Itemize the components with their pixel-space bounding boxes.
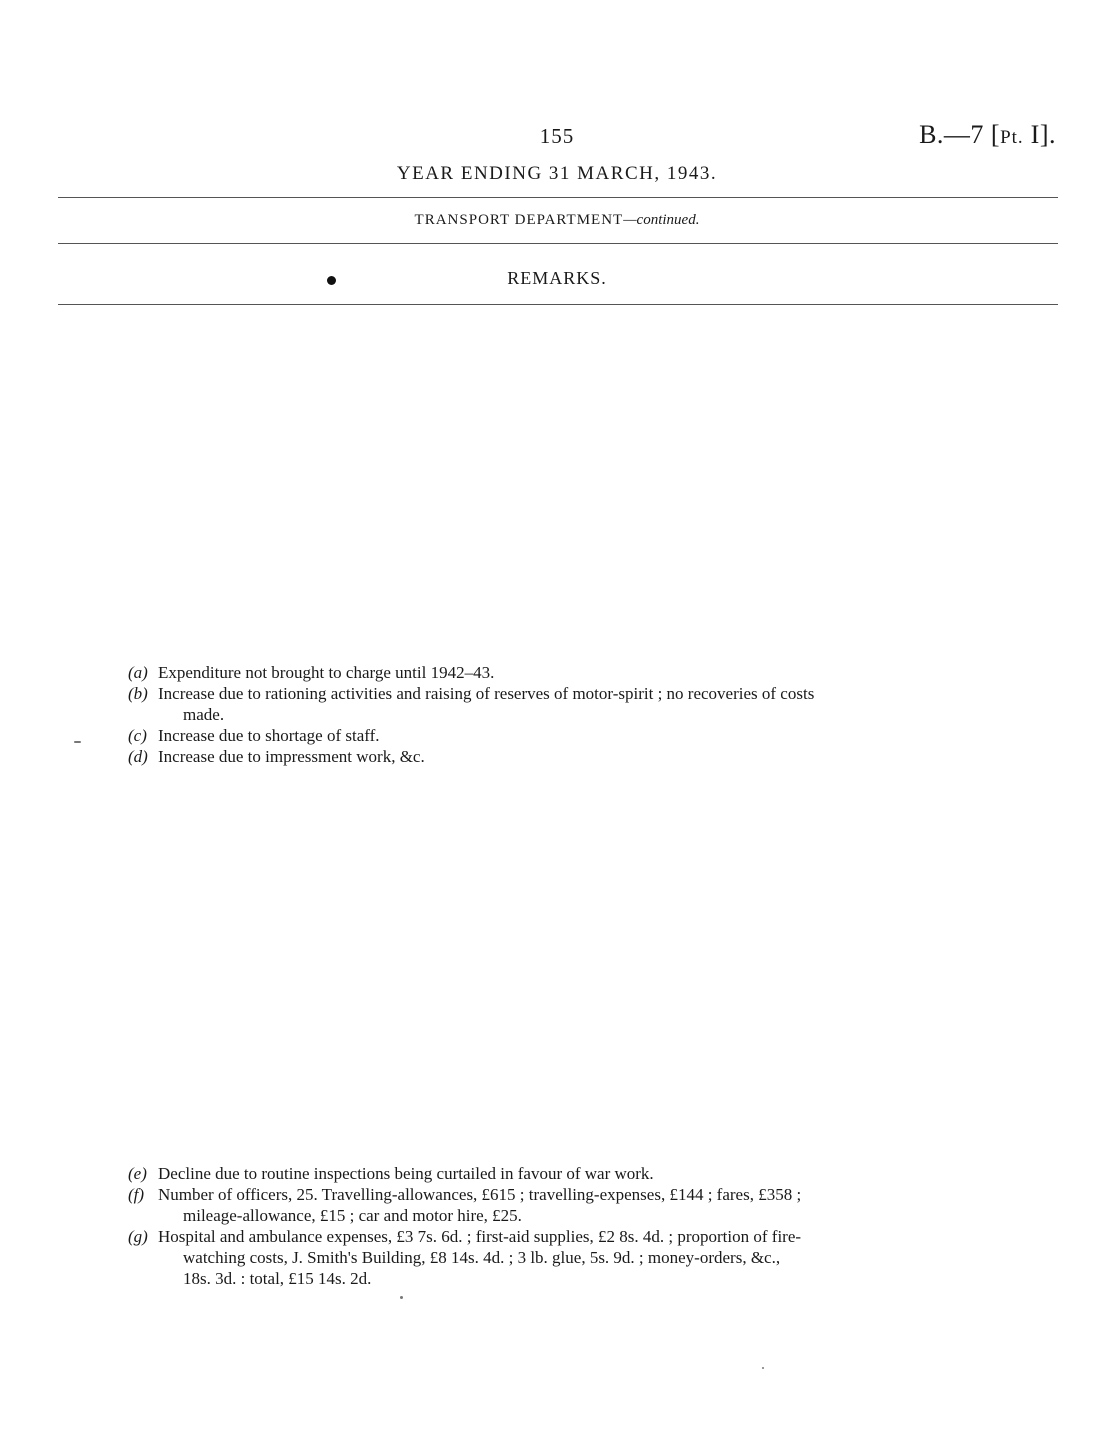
document-reference bbox=[919, 120, 1056, 150]
department-name: TRANSPORT DEPARTMENT bbox=[414, 212, 624, 228]
note-text: Hospital and ambulance expenses, £3 7s. 6d. ; first-aid supplies, £2 8s. 4d. ; proportion of fire- bbox=[158, 1227, 802, 1246]
department-continued: —continued. bbox=[623, 212, 700, 228]
note-label: (e) bbox=[128, 1164, 147, 1183]
notes-group-1 bbox=[128, 662, 998, 767]
note-text: Increase due to shortage of staff. bbox=[158, 726, 380, 745]
scan-mark bbox=[74, 741, 81, 743]
notes-group-2 bbox=[128, 1163, 998, 1289]
note-continuation: mileage-allowance, £15 ; car and motor hire, £25. bbox=[183, 1206, 522, 1225]
note-c bbox=[128, 725, 998, 746]
note-d bbox=[128, 746, 998, 767]
note-label: (d) bbox=[128, 747, 148, 766]
note-f bbox=[128, 1184, 998, 1226]
note-label: (a) bbox=[128, 663, 148, 682]
note-label: (f) bbox=[128, 1185, 145, 1204]
note-a bbox=[128, 662, 998, 683]
page-number: 155 bbox=[539, 124, 575, 148]
note-b bbox=[128, 683, 998, 725]
scan-mark bbox=[762, 1367, 764, 1369]
note-text: Decline due to routine inspections being curtailed in favour of war work. bbox=[158, 1164, 654, 1183]
doc-ref-part: Pt. bbox=[1000, 127, 1024, 148]
scan-mark bbox=[400, 1296, 403, 1299]
rule-middle bbox=[58, 243, 1058, 244]
note-text: Number of officers, 25. Travelling-allowances, £615 ; travelling-expenses, £144 ; fares, £358 ; bbox=[158, 1185, 802, 1204]
note-g bbox=[128, 1226, 998, 1289]
note-label: (b) bbox=[128, 684, 148, 703]
doc-ref-prefix: B.—7 [ bbox=[919, 120, 1001, 149]
rule-top bbox=[58, 197, 1058, 198]
note-text: Increase due to impressment work, &c. bbox=[158, 747, 425, 766]
doc-ref-suffix: I]. bbox=[1023, 120, 1056, 149]
note-continuation: made. bbox=[183, 705, 225, 724]
note-label: (g) bbox=[128, 1227, 148, 1246]
note-text: Expenditure not brought to charge until 1942–43. bbox=[158, 663, 495, 682]
year-heading: YEAR ENDING 31 MARCH, 1943. bbox=[396, 163, 718, 184]
department-heading bbox=[0, 212, 1114, 229]
section-title: REMARKS. bbox=[507, 268, 607, 288]
note-text: Increase due to rationing activities and raising of reserves of motor-spirit ; no recoveries of costs bbox=[158, 684, 815, 703]
note-label: (c) bbox=[128, 726, 147, 745]
note-e bbox=[128, 1163, 998, 1184]
note-continuation-2: 18s. 3d. : total, £15 14s. 2d. bbox=[183, 1269, 372, 1288]
rule-bottom bbox=[58, 304, 1058, 305]
note-continuation: watching costs, J. Smith's Building, £8 14s. 4d. ; 3 lb. glue, 5s. 9d. ; money-orders, &c., bbox=[183, 1248, 781, 1267]
